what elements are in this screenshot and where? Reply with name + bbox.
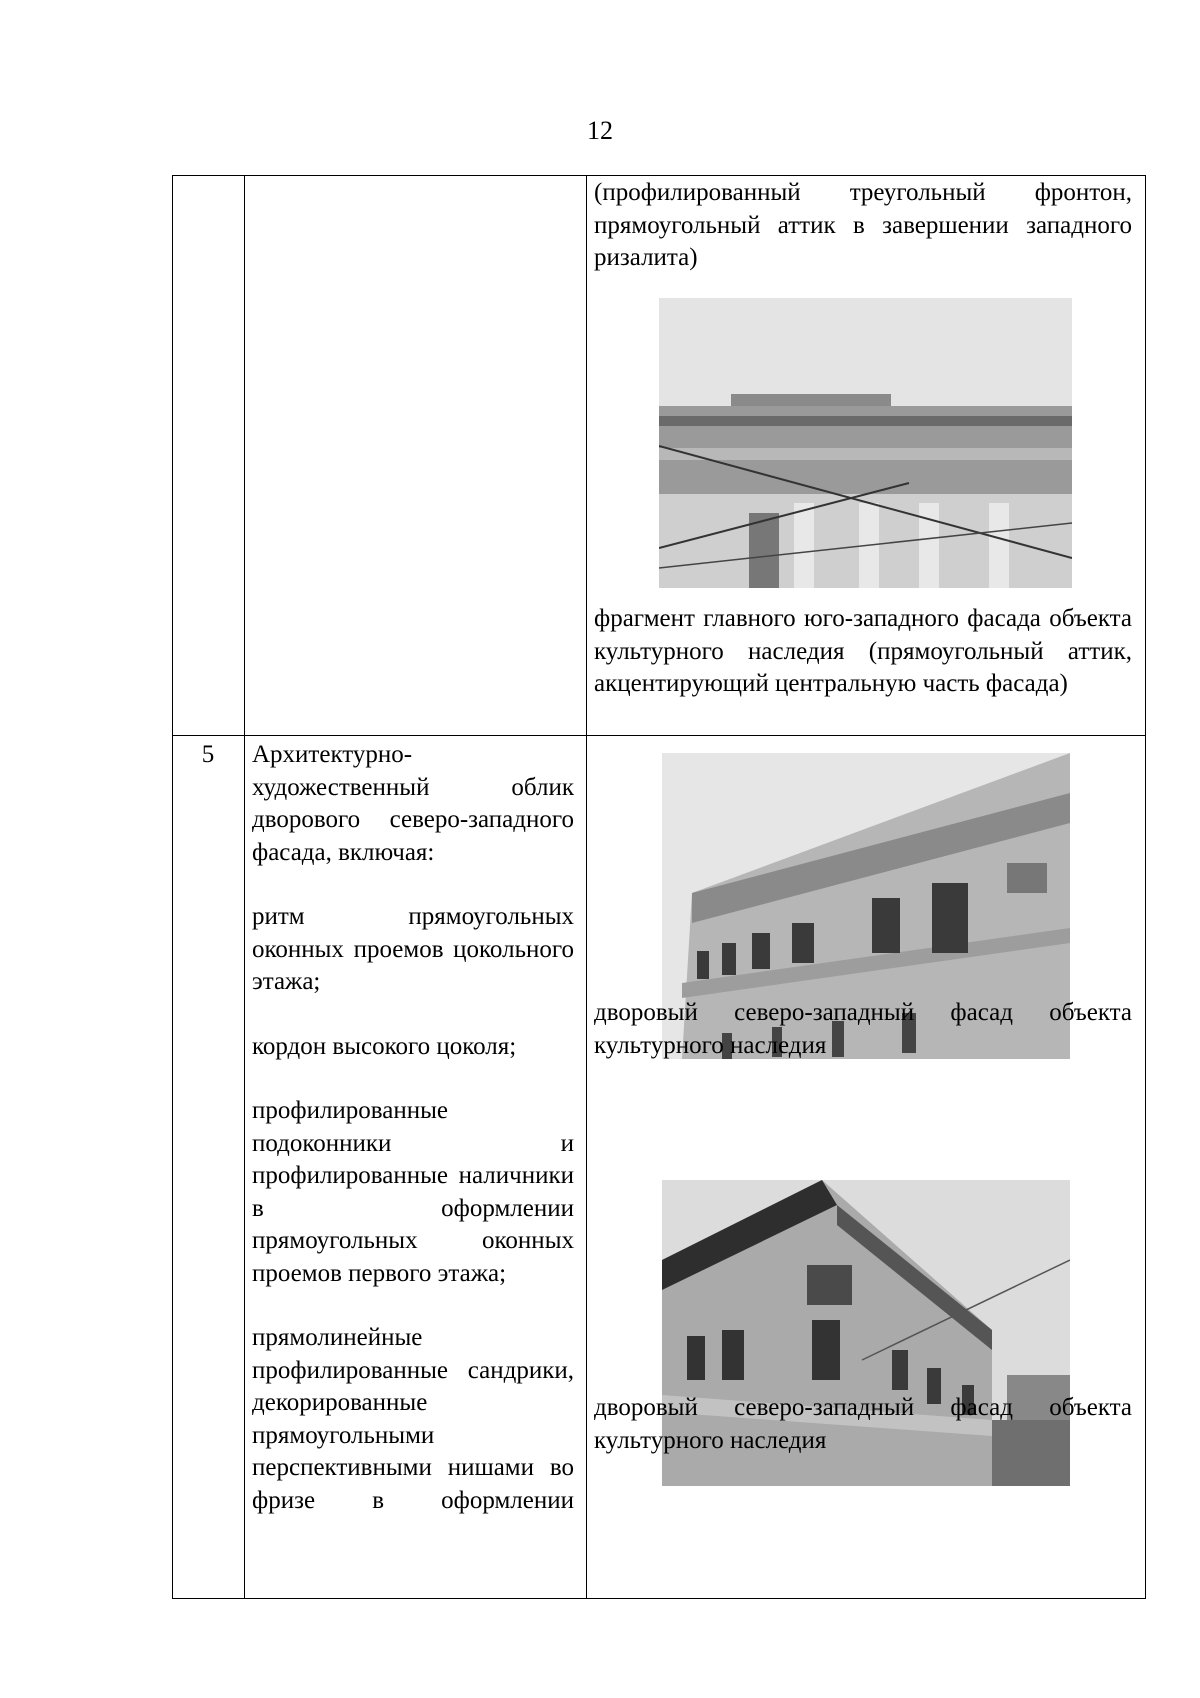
column-divider-1: [244, 175, 245, 1599]
element-item-windows-rhythm: ритм прямоугольных оконных проемов цокольного этажа;: [252, 903, 574, 995]
attic-caption-top: (профилированный треугольный фронтон, прямоугольный аттик в завершении западного ризалита): [594, 179, 1132, 271]
heritage-table: [172, 175, 1146, 1599]
photo-attic-fragment: [659, 298, 1072, 588]
element-description-row5: [252, 739, 574, 1517]
table-border-bottom: [172, 1598, 1146, 1599]
table-border-right: [1145, 175, 1146, 1599]
table-border-top: [172, 175, 1146, 176]
page-number: 12: [587, 116, 613, 145]
element-intro: Архитектурно-художественный облик дворового северо-западного фасада, включая:: [252, 741, 574, 866]
attic-photo-caption: фрагмент главного юго-западного фасада объекта культурного наследия (прямоугольный аттик, акцентирующий центральную часть фасада): [594, 605, 1132, 697]
element-item-sandriks: прямолинейные профилированные сандрики, декорированные прямоугольными перспективными нишами во фризе в оформлении: [252, 1324, 574, 1514]
element-item-cordon: кордон высокого цоколя;: [252, 1032, 517, 1060]
photo-attic-fragment-image: [659, 298, 1072, 588]
row-number-5: 5: [201, 741, 215, 768]
row-divider: [172, 735, 1146, 736]
courtyard-photo-caption-1: дворовый северо-западный фасад объекта культурного наследия: [594, 999, 1132, 1059]
element-item-sills: профилированные подоконники и профилированные наличники в оформлении прямоугольных оконных проемов первого этажа;: [252, 1097, 574, 1287]
courtyard-photo-caption-2: дворовый северо-западный фасад объекта культурного наследия: [594, 1394, 1132, 1454]
column-divider-2: [586, 175, 587, 1599]
table-border-left: [172, 175, 173, 1599]
